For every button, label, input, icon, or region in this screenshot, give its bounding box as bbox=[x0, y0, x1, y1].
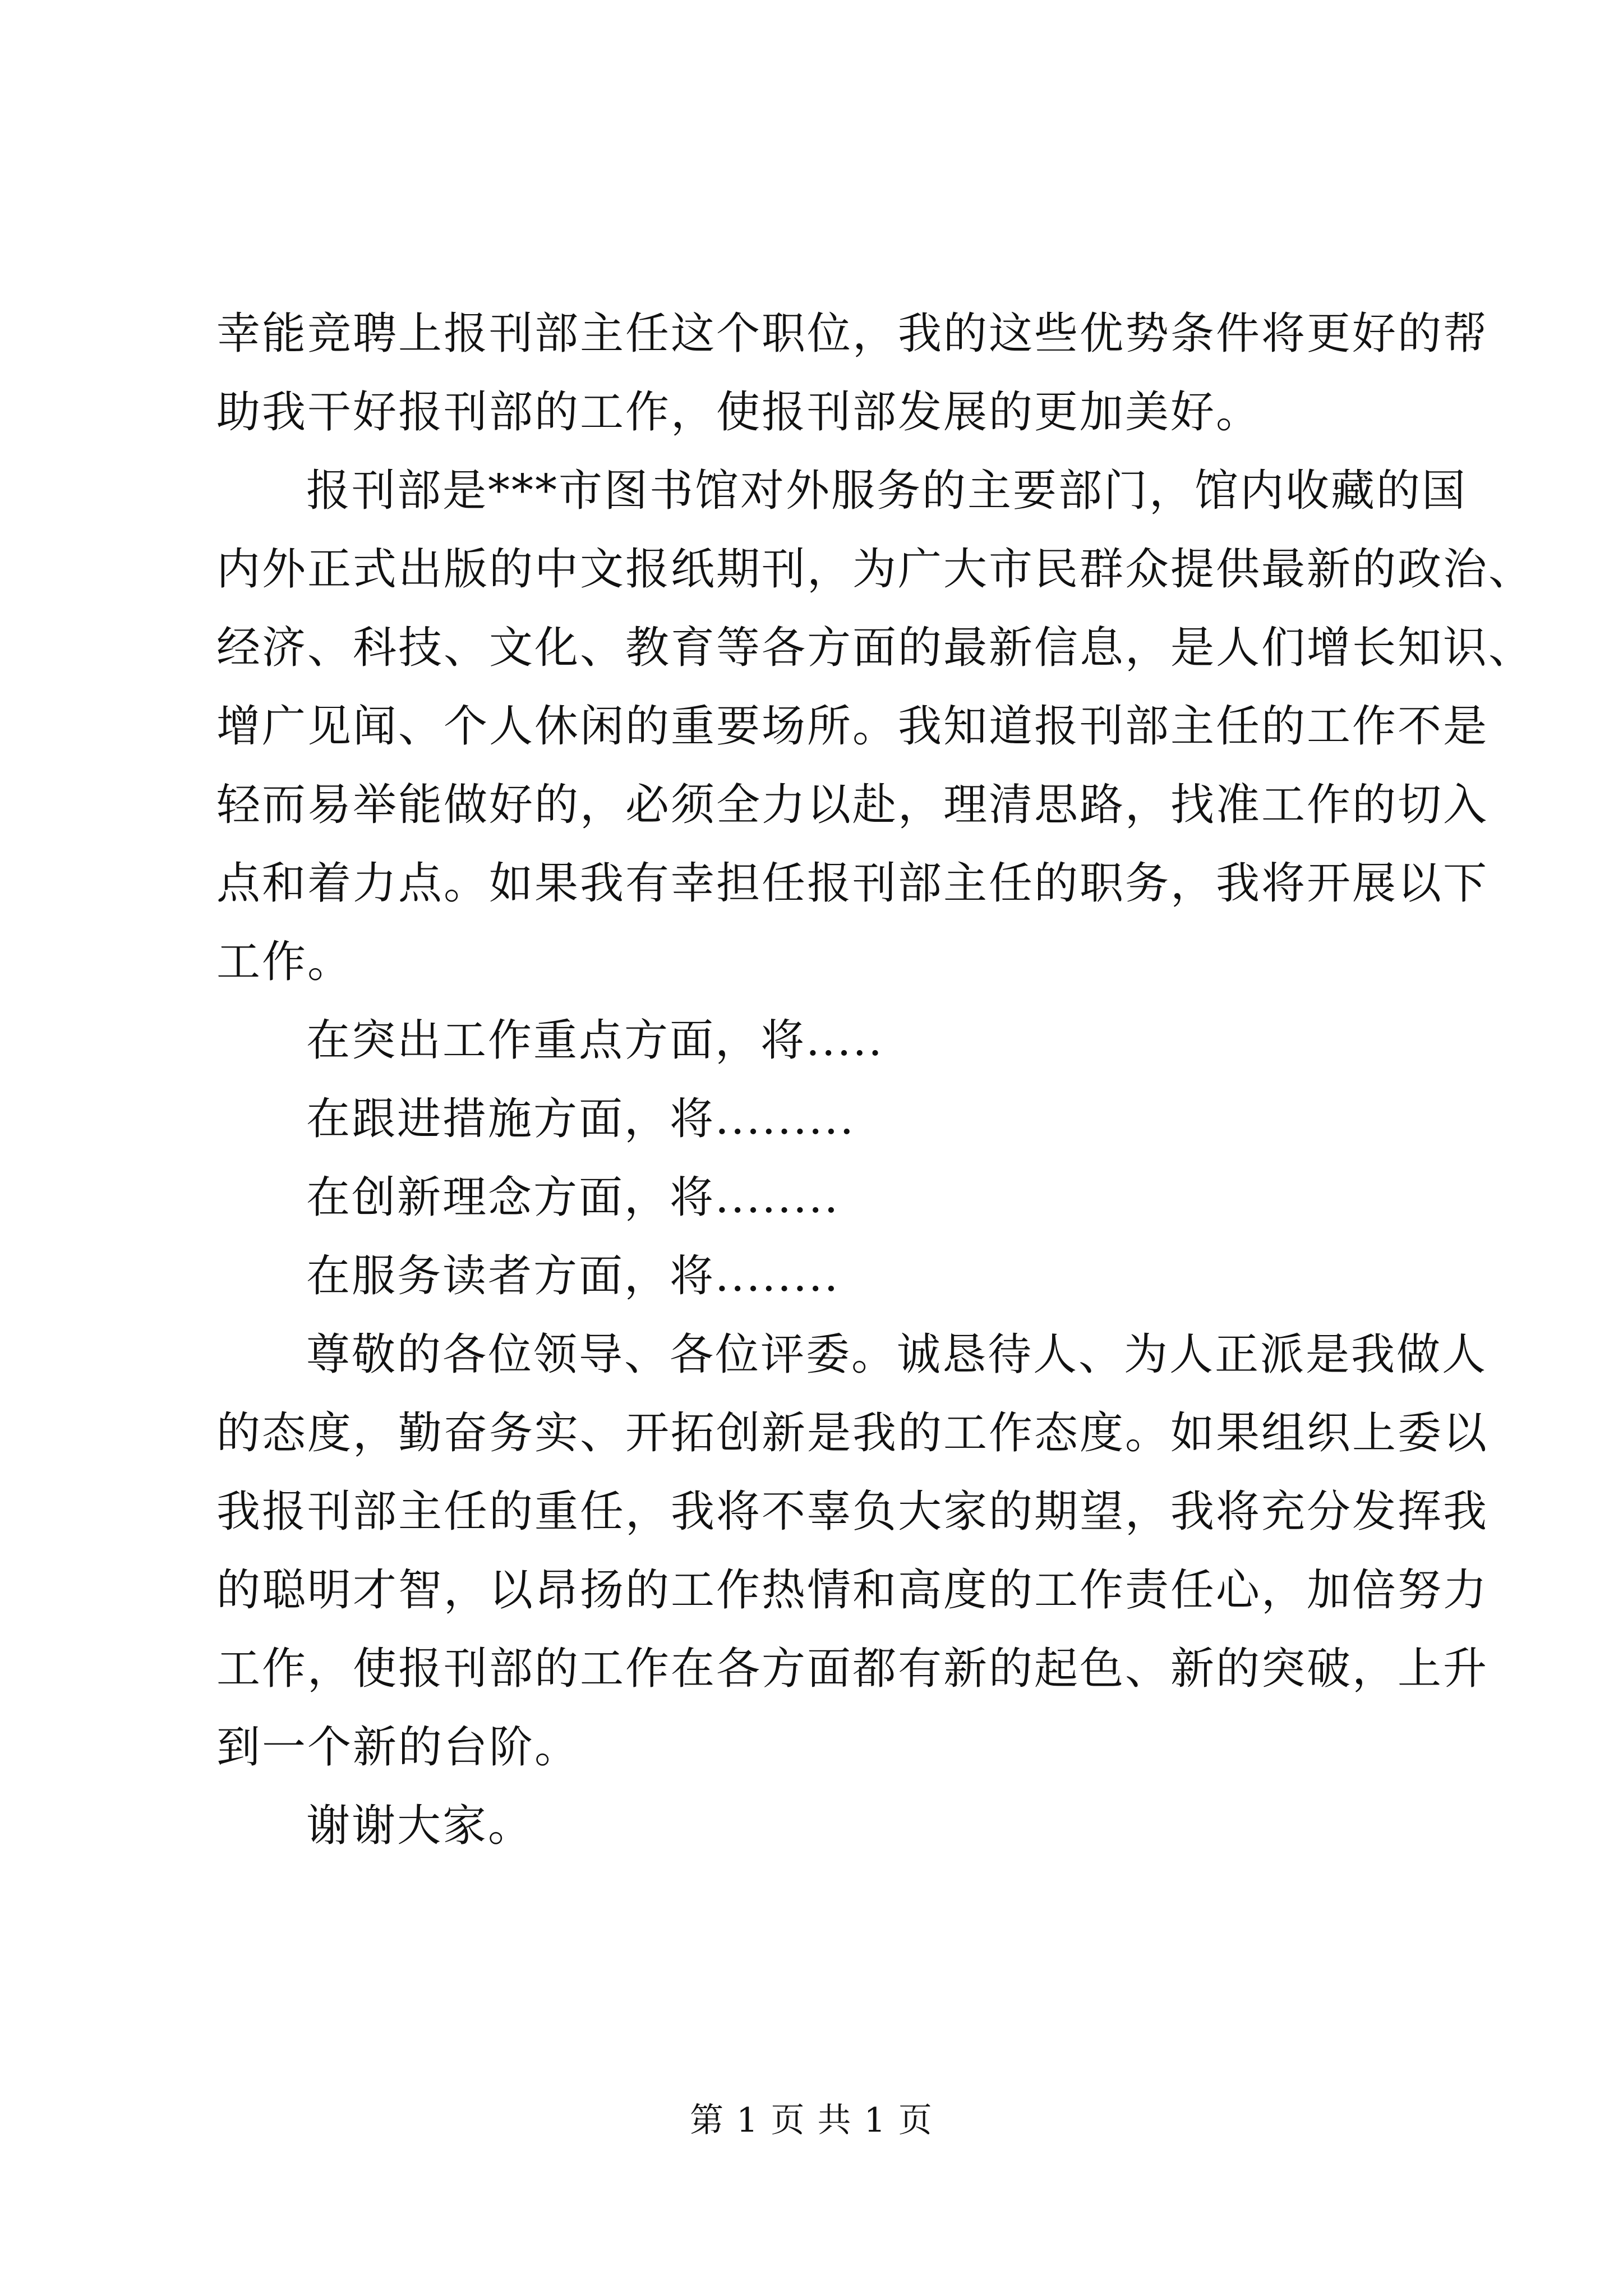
text-line: 到一个新的台阶。 bbox=[216, 1722, 580, 1773]
text-line: 工作，使报刊部的工作在各方面都有新的起色、新的突破，上升 bbox=[216, 1644, 1489, 1694]
page-number-footer: 第 1 页 共 1 页 bbox=[690, 2101, 933, 2140]
text-line: 的态度，勤奋务实、开拓创新是我的工作态度。如果组织上委以 bbox=[216, 1408, 1489, 1458]
text-line: 尊敬的各位领导、各位评委。诚恳待人、为人正派是我做人 bbox=[306, 1329, 1488, 1380]
text-line: 报刊部是***市图书馆对外服务的主要部门，馆内收藏的国 bbox=[306, 466, 1468, 516]
text-line: 幸能竞聘上报刊部主任这个职位，我的这些优势条件将更好的帮 bbox=[216, 309, 1489, 359]
text-line: 在突出工作重点方面，将..... bbox=[306, 1015, 884, 1066]
text-line: 在服务读者方面，将........ bbox=[306, 1251, 840, 1301]
text-line: 助我干好报刊部的工作，使报刊部发展的更加美好。 bbox=[216, 387, 1262, 438]
text-line: 内外正式出版的中文报纸期刊，为广大市民群众提供最新的政治、 bbox=[216, 544, 1534, 595]
text-line: 的聪明才智，以昂扬的工作热情和高度的工作责任心，加倍努力 bbox=[216, 1565, 1489, 1616]
text-line: 点和着力点。如果我有幸担任报刊部主任的职务，我将开展以下 bbox=[216, 858, 1489, 909]
text-line: 轻而易举能做好的，必须全力以赴，理清思路，找准工作的切入 bbox=[216, 780, 1489, 830]
text-line: 增广见闻、个人休闲的重要场所。我知道报刊部主任的工作不是 bbox=[216, 701, 1489, 752]
text-line: 在跟进措施方面，将......... bbox=[306, 1094, 856, 1144]
text-line: 谢谢大家。 bbox=[306, 1801, 534, 1851]
text-line: 工作。 bbox=[216, 937, 353, 987]
text-line: 我报刊部主任的重任，我将不辜负大家的期望，我将充分发挥我 bbox=[216, 1487, 1489, 1537]
text-line: 在创新理念方面，将........ bbox=[306, 1172, 840, 1223]
text-line: 经济、科技、文化、教育等各方面的最新信息，是人们增长知识、 bbox=[216, 623, 1534, 673]
document-body bbox=[216, 295, 1534, 1865]
